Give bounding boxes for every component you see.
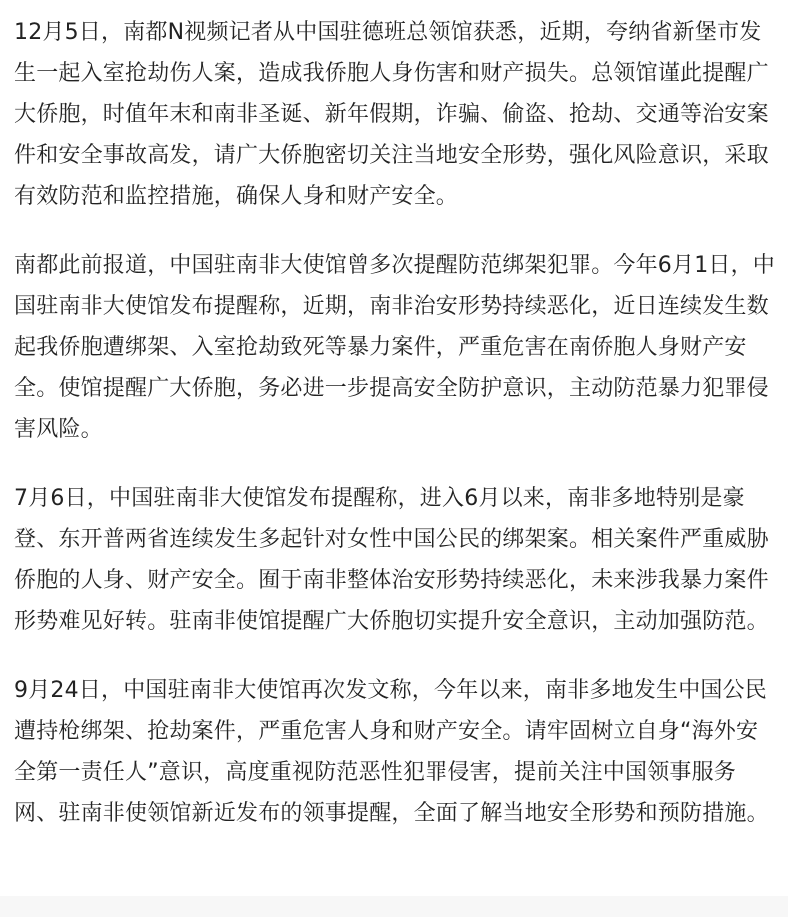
article-paragraph-1: 12月5日，南都N视频记者从中国驻德班总领馆获悉，近期，夸纳省新堡市发生一起入室抢劫伤人案，造成我侨胞人身伤害和财产损失。总领馆谨此提醒广大侨胞，时值年末和南非圣诞、新年假期，诈骗、偷盗、抢劫、交通等治安案件和安全事故高发，请广大侨胞密切关注当地安全形势，强化风险意识，采取有效防范和监控措施，确保人身和财产安全。 [14,20,769,209]
article-paragraph-4: 9月24日，中国驻南非大使馆再次发文称，今年以来，南非多地发生中国公民遭持枪绑架、抢劫案件，严重危害人身和财产安全。请牢固树立自身“海外安全第一责任人”意识，高度重视防范恶性犯罪侵害，提前关注中国领事服务网、驻南非使领馆新近发布的领事提醒，全面了解当地安全形势和预防措施。 [14,678,769,826]
footer-divider [0,896,788,917]
article-body [14,12,776,862]
article-paragraph-3: 7月6日，中国驻南非大使馆发布提醒称，进入6月以来，南非多地特别是豪登、东开普两省连续发生多起针对女性中国公民的绑架案。相关案件严重威胁侨胞的人身、财产安全。囿于南非整体治安形势持续恶化，未来涉我暴力案件形势难见好转。驻南非使馆提醒广大侨胞切实提升安全意识，主动加强防范。 [14,486,769,634]
article-paragraph-2: 南都此前报道，中国驻南非大使馆曾多次提醒防范绑架犯罪。今年6月1日，中国驻南非大使馆发布提醒称，近期，南非治安形势持续恶化，近日连续发生数起我侨胞遭绑架、入室抢劫致死等暴力案件，严重危害在南侨胞人身财产安全。使馆提醒广大侨胞，务必进一步提高安全防护意识，主动防范暴力犯罪侵害风险。 [14,253,775,442]
